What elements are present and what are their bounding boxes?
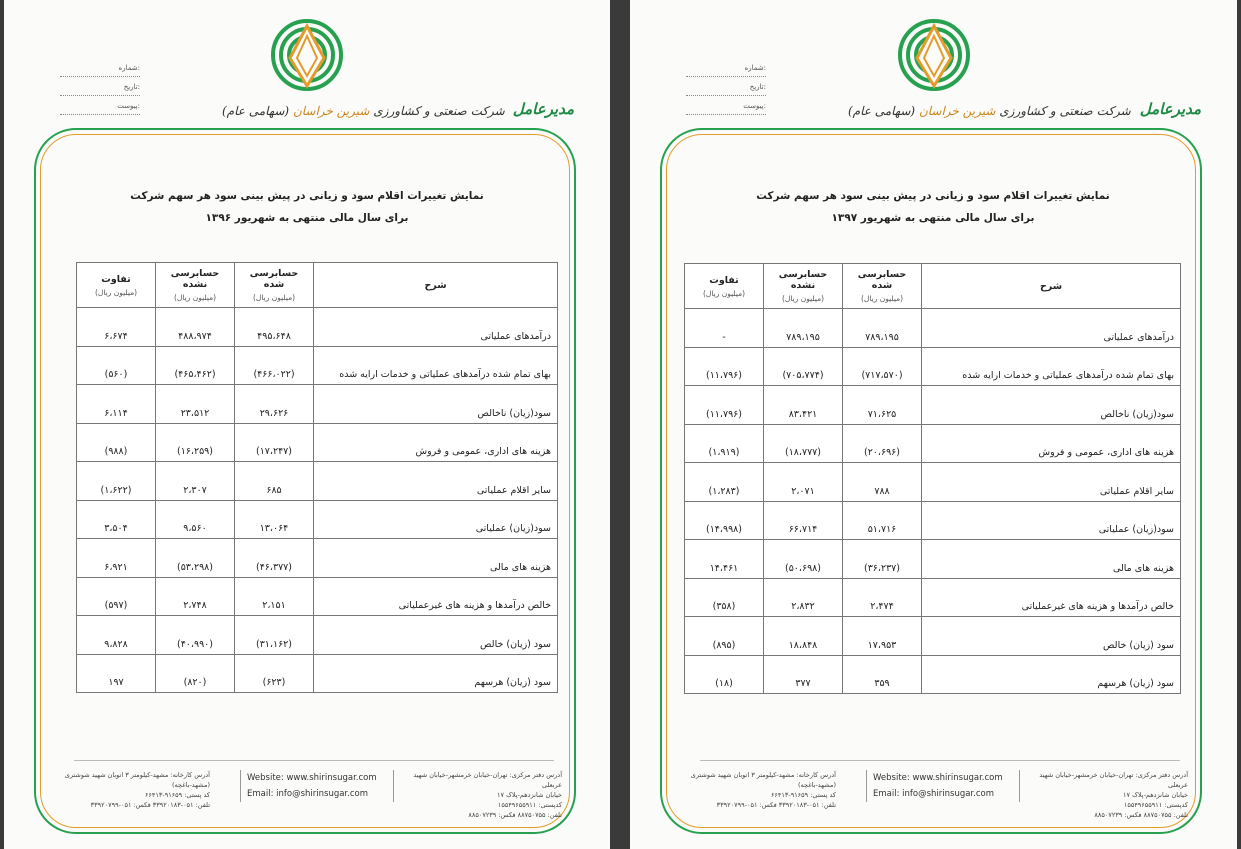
col-description: شرح <box>922 264 1181 309</box>
date-field: تاریخ: <box>60 77 140 96</box>
number-field: شماره: <box>60 58 140 77</box>
footer-hq-address: آدرس دفتر مرکزی: تهران-خیابان خرمشهر-خیابان شهید عربعلی خیابان شانزدهم-پلاک ۱۷ کدپستی: ۱۵۵۴۹۶۵۵۹۱۱ تلفن: ۸۸۷۵۰۷۵۵ فکس: ۸۸۵۰۷۲۳۹ <box>1039 771 1188 819</box>
col-audited: حسابرسی شده (میلیون ریال) <box>843 264 922 309</box>
table-row: درآمدهای عملیاتی ۷۸۹،۱۹۵ ۷۸۹،۱۹۵ - <box>685 309 1181 348</box>
managing-director-label: مدیرعامل <box>1139 100 1201 118</box>
attachment-field: پیوست: <box>60 96 140 115</box>
financial-table <box>684 263 1181 694</box>
footer <box>50 770 562 819</box>
website-link[interactable]: Website: www.shirinsugar.com <box>873 773 1003 783</box>
footer-contact <box>240 770 394 802</box>
table-row: سایر اقلام عملیاتی ۷۸۸ ۲،۰۷۱ (۱،۲۸۳) <box>685 463 1181 502</box>
doc-subtitle: برای سال مالی منتهی به شهریور ۱۳۹۷ <box>831 212 1035 224</box>
table-row: بهای تمام شده درآمدهای عملیاتی و خدمات ارایه شده (۴۶۶،۰۲۲) (۴۶۵،۴۶۲) (۵۶۰) <box>77 346 558 385</box>
table-row: سود (زیان) هرسهم ۳۵۹ ۳۷۷ (۱۸) <box>685 655 1181 694</box>
header-fields <box>686 58 766 115</box>
header-fields <box>60 58 140 115</box>
table-header-row <box>77 263 558 308</box>
document-page-1397 <box>630 0 1237 849</box>
email-link[interactable]: Email: info@shirinsugar.com <box>873 789 995 799</box>
table-row: هزینه های اداری، عمومی و فروش (۱۷،۲۴۷) (۱۶،۲۵۹) (۹۸۸) <box>77 423 558 462</box>
table-row: سود (زیان) هرسهم (۶۲۳) (۸۲۰) ۱۹۷ <box>77 654 558 693</box>
company-name: شرکت صنعتی و کشاورزی شیرین خراسان (سهامی عام) <box>222 104 505 118</box>
website-link[interactable]: Website: www.shirinsugar.com <box>247 773 377 783</box>
col-audited: حسابرسی شده (میلیون ریال) <box>235 263 314 308</box>
footer-divider <box>700 760 1180 761</box>
document-page-1396 <box>4 0 610 849</box>
table-row: سود(زیان) ناخالص ۲۹،۶۲۶ ۲۳،۵۱۲ ۶،۱۱۴ <box>77 385 558 424</box>
company-logo <box>897 18 971 92</box>
table-row: درآمدهای عملیاتی ۴۹۵،۶۴۸ ۴۸۸،۹۷۴ ۶،۶۷۴ <box>77 308 558 347</box>
table-row: سود(زیان) ناخالص ۷۱،۶۲۵ ۸۳،۴۲۱ (۱۱،۷۹۶) <box>685 386 1181 425</box>
table-row: بهای تمام شده درآمدهای عملیاتی و خدمات ارایه شده (۷۱۷،۵۷۰) (۷۰۵،۷۷۴) (۱۱،۷۹۶) <box>685 347 1181 386</box>
col-difference: تفاوت (میلیون ریال) <box>77 263 156 308</box>
col-unaudited: حسابرسی نشده (میلیون ریال) <box>764 264 843 309</box>
table-row: سود(زیان) عملیاتی ۵۱،۷۱۶ ۶۶،۷۱۴ (۱۴،۹۹۸) <box>685 501 1181 540</box>
table-row: خالص درآمدها و هزینه های غیرعملیاتی ۲،۴۷۴ ۲،۸۳۲ (۳۵۸) <box>685 578 1181 617</box>
doc-subtitle: برای سال مالی منتهی به شهریور ۱۳۹۶ <box>205 212 409 224</box>
number-field: شماره: <box>686 58 766 77</box>
table-row: هزینه های مالی (۴۶،۳۷۷) (۵۳،۲۹۸) ۶،۹۲۱ <box>77 539 558 578</box>
attachment-field: پیوست: <box>686 96 766 115</box>
table-row: سایر اقلام عملیاتی ۶۸۵ ۲،۳۰۷ (۱،۶۲۲) <box>77 462 558 501</box>
footer-contact <box>866 770 1020 802</box>
footer <box>676 770 1188 819</box>
footer-hq-address: آدرس دفتر مرکزی: تهران-خیابان خرمشهر-خیابان شهید عربعلی خیابان شانزدهم-پلاک ۱۷ کدپستی: ۱۵۵۴۹۶۵۵۹۱۱ تلفن: ۸۸۷۵۰۷۵۵ فکس: ۸۸۵۰۷۲۳۹ <box>413 771 562 819</box>
col-difference: تفاوت (میلیون ریال) <box>685 264 764 309</box>
company-logo <box>270 18 344 92</box>
doc-title: نمایش تغییرات اقلام سود و زیانی در پیش بینی سود هر سهم شرکت <box>756 190 1110 202</box>
table-row: هزینه های مالی (۳۶،۲۳۷) (۵۰،۶۹۸) ۱۴،۴۶۱ <box>685 540 1181 579</box>
footer-factory-address: آدرس کارخانه: مشهد-کیلومتر ۳ اتوبان شهید شوشتری (مشهد-باغچه) کد پستی: ۹۱۶۵۹-۶۶۴۱۳ تلفن: ۰۵۱-۳۳۹۲۰۱۸۳ فکس: ۰۵۱-۳۳۹۲۰۷۹۹ <box>690 771 836 809</box>
doc-title: نمایش تغییرات اقلام سود و زیانی در پیش بینی سود هر سهم شرکت <box>130 190 484 202</box>
table-row: سود(زیان) عملیاتی ۱۳،۰۶۴ ۹،۵۶۰ ۳،۵۰۴ <box>77 500 558 539</box>
table-header-row <box>685 264 1181 309</box>
footer-factory-address: آدرس کارخانه: مشهد-کیلومتر ۳ اتوبان شهید شوشتری (مشهد-باغچه) کد پستی: ۹۱۶۵۹-۶۶۴۱۳ تلفن: ۰۵۱-۳۳۹۲۰۱۸۳ فکس: ۰۵۱-۳۳۹۲۰۷۹۹ <box>64 771 210 809</box>
col-description: شرح <box>314 263 558 308</box>
financial-table <box>76 262 558 693</box>
table-row: سود (زیان) خالص ۱۷،۹۵۳ ۱۸،۸۴۸ (۸۹۵) <box>685 617 1181 656</box>
table-row: هزینه های اداری، عمومی و فروش (۲۰،۶۹۶) (۱۸،۷۷۷) (۱،۹۱۹) <box>685 424 1181 463</box>
col-unaudited: حسابرسی نشده (میلیون ریال) <box>156 263 235 308</box>
company-name: شرکت صنعتی و کشاورزی شیرین خراسان (سهامی عام) <box>848 104 1131 118</box>
table-row: خالص درآمدها و هزینه های غیرعملیاتی ۲،۱۵۱ ۲،۷۴۸ (۵۹۷) <box>77 577 558 616</box>
table-row: سود (زیان) خالص (۳۱،۱۶۲) (۴۰،۹۹۰) ۹،۸۲۸ <box>77 616 558 655</box>
footer-divider <box>74 760 554 761</box>
managing-director-label: مدیرعامل <box>512 100 574 118</box>
date-field: تاریخ: <box>686 77 766 96</box>
email-link[interactable]: Email: info@shirinsugar.com <box>247 789 369 799</box>
